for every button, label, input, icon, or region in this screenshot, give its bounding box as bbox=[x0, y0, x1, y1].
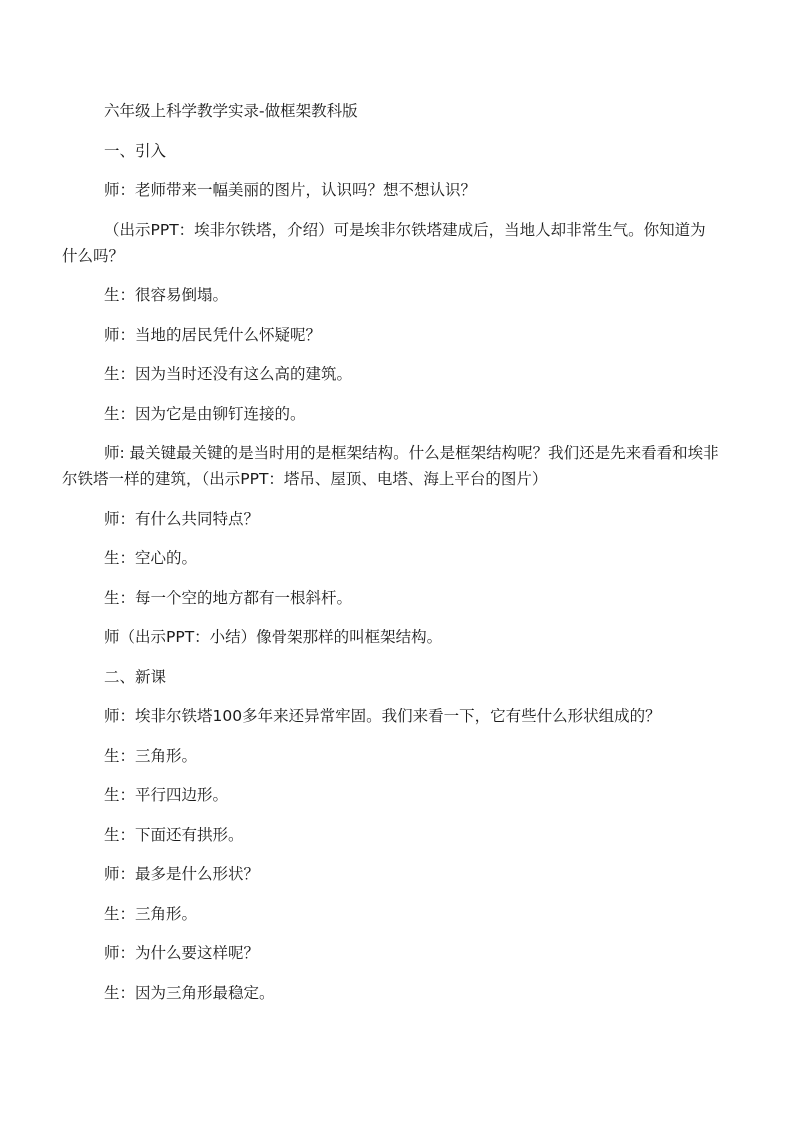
section-heading-intro: 一、引入 bbox=[104, 141, 167, 160]
document-title: 六年级上科学教学实录-做框架教科版 bbox=[104, 102, 358, 120]
paragraph: 生：三角形。 bbox=[104, 904, 198, 923]
paragraph: 生：因为它是由铆钉连接的。 bbox=[104, 404, 306, 423]
paragraph: 师：埃非尔铁塔100多年来还异常牢固。我们来看一下，它有些什么形状组成的？ bbox=[104, 707, 661, 725]
section-heading-new-lesson: 二、新课 bbox=[104, 667, 167, 686]
paragraph: 生：下面还有拱形。 bbox=[104, 825, 244, 844]
document-body bbox=[62, 98, 724, 1019]
paragraph: 生：因为当时还没有这么高的建筑。 bbox=[104, 365, 353, 383]
paragraph: 师: 最关键最关键的是当时用的是框架结构。什么是框架结构呢？我们还是先来看看和埃非尔铁塔一样的建筑，（出示PPT：塔吊、屋顶、电塔、海上平台的图片） bbox=[62, 444, 719, 488]
paragraph: 师：为什么要这样呢？ bbox=[104, 944, 260, 962]
paragraph: 师：有什么共同特点？ bbox=[104, 509, 260, 528]
paragraph: 生：三角形。 bbox=[104, 746, 198, 765]
paragraph: 生：空心的。 bbox=[104, 549, 198, 567]
paragraph: 生：平行四边形。 bbox=[104, 786, 229, 804]
paragraph: 生：因为三角形最稳定。 bbox=[104, 983, 275, 1002]
paragraph: 师（出示PPT：小结）像骨架那样的叫框架结构。 bbox=[104, 628, 443, 646]
paragraph: 生：很容易倒塌。 bbox=[104, 286, 229, 304]
paragraph: 生：每一个空的地方都有一根斜杆。 bbox=[104, 588, 353, 607]
paragraph: 师：当地的居民凭什么怀疑呢？ bbox=[104, 325, 322, 344]
paragraph: （出示PPT：埃非尔铁塔，介绍）可是埃非尔铁塔建成后，当地人却非常生气。你知道为什么吗？ bbox=[62, 220, 706, 265]
paragraph: 师：最多是什么形状？ bbox=[104, 865, 260, 883]
paragraph: 师：老师带来一幅美丽的图片，认识吗？想不想认识？ bbox=[104, 181, 477, 199]
